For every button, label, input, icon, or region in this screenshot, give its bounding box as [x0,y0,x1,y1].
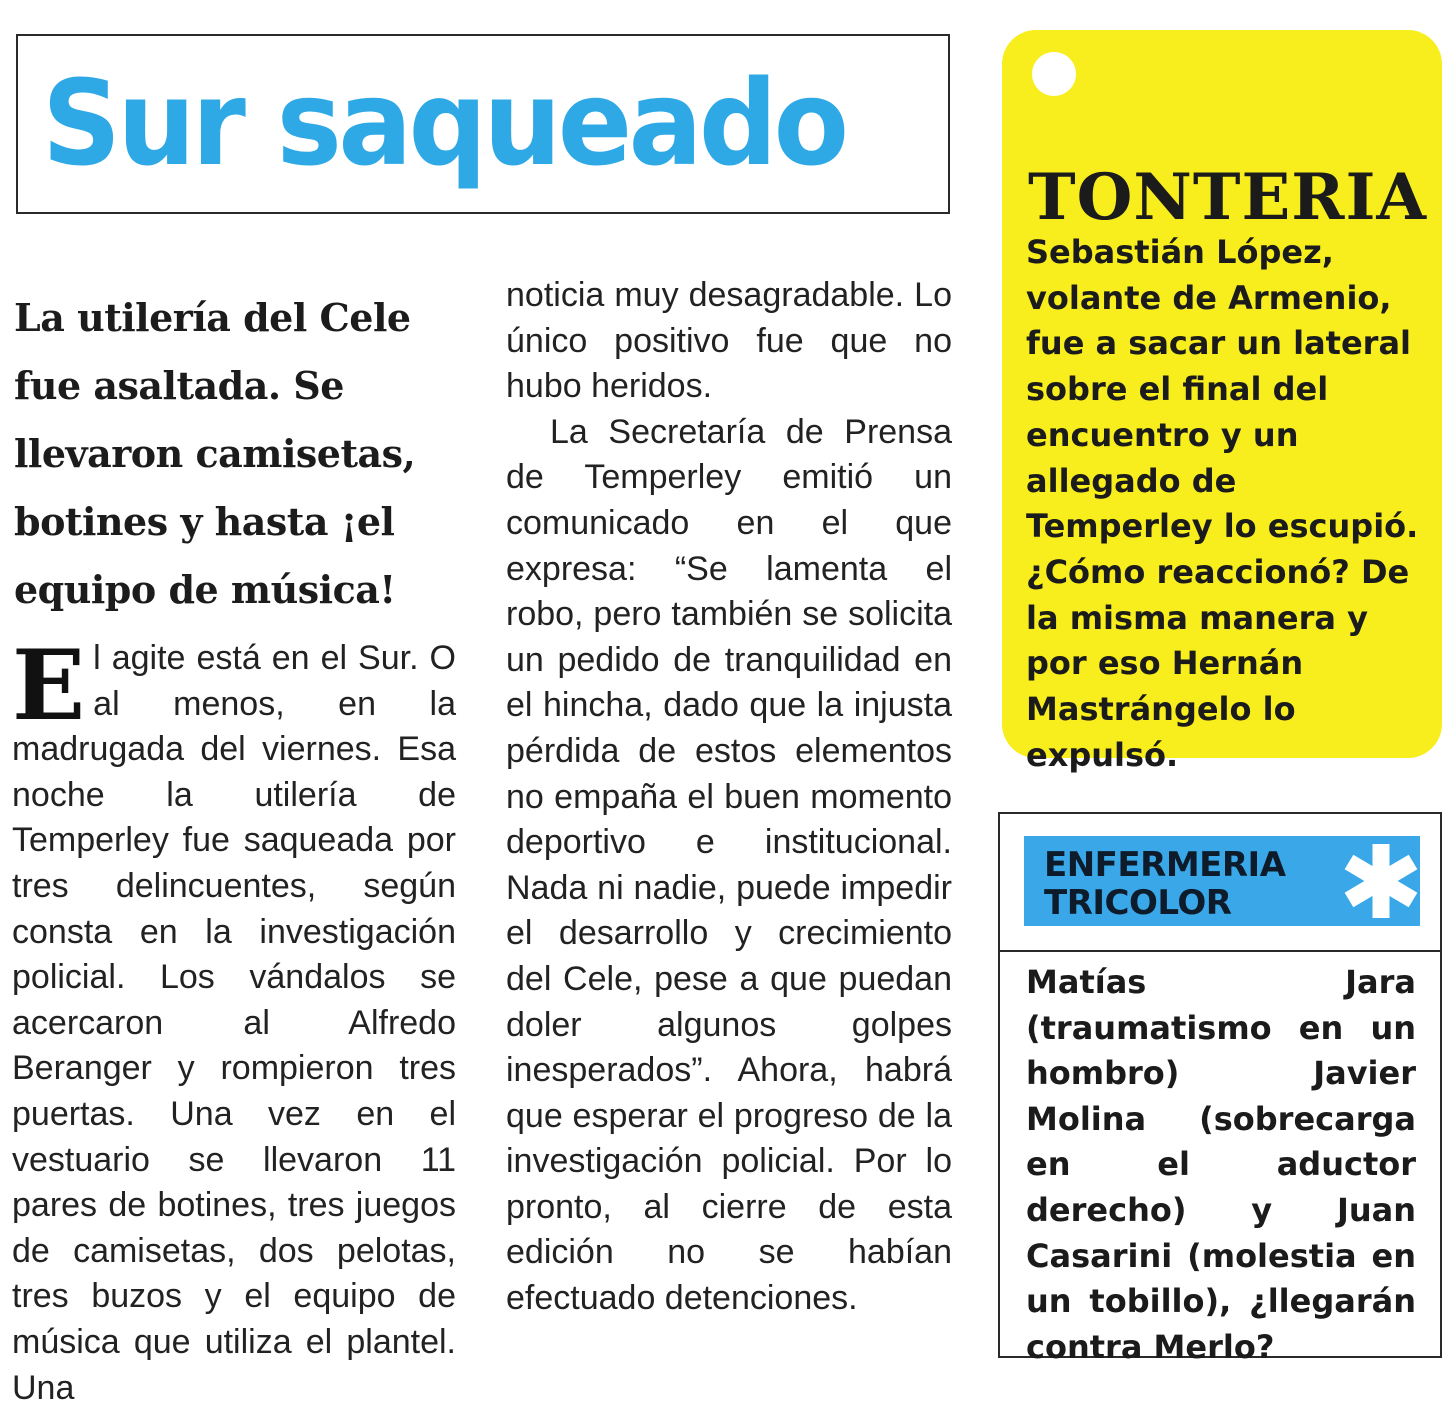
article-paragraph-1 [12,629,456,1411]
article-column-2 [506,273,952,1322]
headline-box [16,34,950,214]
tonteria-title: TONTERIA [1028,160,1428,235]
punch-hole-icon [1032,52,1076,96]
enfermeria-header [1000,814,1440,952]
article-column-1 [12,629,456,1411]
enfermeria-title-line-2: TRICOLOR [1044,883,1232,923]
enfermeria-title-line-1: ENFERMERIA [1044,845,1286,885]
tonteria-text: Sebastián López, volante de Armenio, fue a sacar un lateral sobre el final del encuentro y un allegado de Temperley lo escupió. ¿Cómo reaccionó? De la misma manera y por eso Hernán Mastrángelo lo expulsó. [1026,233,1419,774]
article-deck: La utilería del Cele fue asaltada. Se llevaron camisetas, botines y hasta ¡el equipo de música! [14,295,416,612]
article-paragraph-continued: noticia muy desagradable. Lo único positivo fue que no hubo heridos. [506,276,952,406]
enfermeria-text: Matías Jara (traumatismo en un hombro) Javier Molina (sobrecarga en el aductor derecho) y Juan Casarini (molestia en un tobillo), ¿llegarán contra Merlo? [1026,963,1416,1366]
enfermeria-box [998,812,1442,1366]
asterisk-icon [1340,840,1422,922]
tonteria-box [1002,30,1442,774]
article-col1-text: l agite está en el Sur. O al menos, en la madrugada del viernes. Esa noche la utilería de Temperley fue saqueada por tres delincuentes, según consta en la investigación policial. Los vándalos se acercaron al Alfredo Beranger y rompieron tres puertas. Una vez en el vestuario se llevaron 11 pares de botines, tres juegos de camisetas, dos pelotas, tres buzos y el equipo de música que utiliza el plantel. Una [12,639,456,1407]
drop-cap: E [12,629,86,742]
article-paragraph-2: La Secretaría de Prensa de Temperley emitió un comunicado en el que expresa: “Se lamenta el robo, pero también se solicita un pedido de tranquilidad en el hincha, dado que la injusta pérdida de estos elementos no empaña el buen momento deportivo e institucional. Nada ni nadie, puede impedir el desarrollo y crecimiento del Cele, pese a que puedan doler algunos golpes inesperados”. Ahora, habrá que esperar el progreso de la investigación policial. Por lo pronto, al cierre de esta edición no se habían efectuado detenciones. [506,412,952,1318]
headline: Sur saqueado [42,54,846,192]
enfermeria-band [1024,836,1420,926]
enfermeria-title [1044,846,1286,922]
